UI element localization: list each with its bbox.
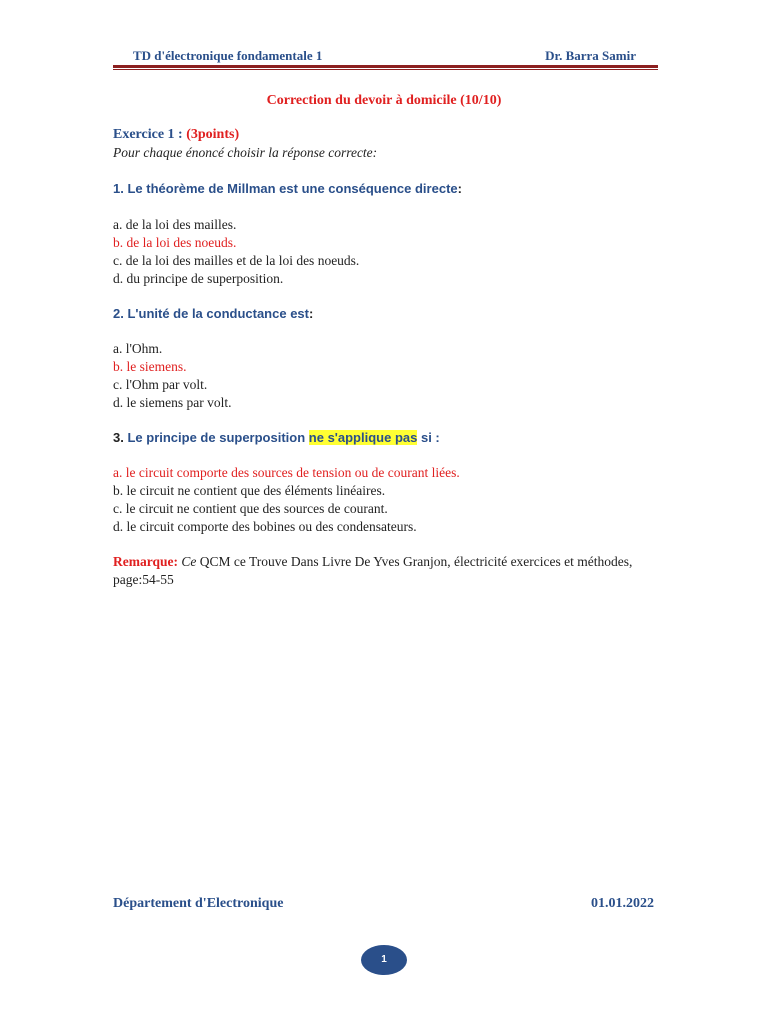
option-3d: d. le circuit comporte des bobines ou des condensateurs.: [113, 519, 417, 534]
question-1-options: [113, 216, 658, 288]
question-2-number: 2.: [113, 306, 128, 321]
question-2: [113, 305, 658, 323]
remark-text: QCM ce Trouve Dans Livre De Yves Granjon, électricité exercices et méthodes, page:54-55: [113, 554, 633, 587]
question-3-options: [113, 464, 658, 536]
exercise-label: Exercice 1 :: [113, 127, 187, 142]
question-2-options: [113, 340, 658, 412]
question-3-text: Le principe de superposition: [127, 430, 309, 445]
page-number-badge: 1: [361, 945, 407, 975]
question-1-colon: :: [457, 181, 462, 196]
remark-ce: Ce: [181, 554, 197, 569]
option-1b-correct: b. de la loi des noeuds.: [113, 235, 237, 250]
question-1-number: 1.: [113, 181, 128, 196]
footer-date: 01.01.2022: [591, 896, 654, 911]
document-body: [113, 126, 658, 589]
exercise-instruction: Pour chaque énoncé choisir la réponse correcte:: [113, 145, 378, 160]
question-3-number: 3.: [113, 430, 128, 445]
header-course-title: TD d'électronique fondamentale 1: [133, 48, 323, 63]
option-2b-correct: b. le siemens.: [113, 359, 187, 374]
question-1: [113, 180, 658, 198]
question-2-colon: :: [309, 306, 314, 321]
question-1-text: Le théorème de Millman est une conséquence directe: [127, 181, 458, 196]
question-2-text: L'unité de la conductance est: [127, 306, 309, 321]
question-3-highlight: ne s'applique pas: [308, 430, 418, 445]
header-rule-thin: [113, 69, 658, 70]
option-3a-correct: a. le circuit comporte des sources de tension ou de courant liées.: [113, 465, 460, 480]
question-3-colon: si :: [417, 430, 440, 445]
option-1d: d. du principe de superposition.: [113, 271, 284, 286]
option-3c: c. le circuit ne contient que des sources de courant.: [113, 501, 388, 516]
remark-label: Remarque:: [113, 554, 178, 569]
option-1c: c. de la loi des mailles et de la loi des noeuds.: [113, 253, 360, 268]
exercise-points: (3points): [186, 127, 240, 142]
question-3: [113, 429, 658, 447]
option-2a: a. l'Ohm.: [113, 341, 163, 356]
option-2d: d. le siemens par volt.: [113, 395, 232, 410]
footer-department: Département d'Electronique: [113, 896, 284, 911]
header-rule: [113, 65, 658, 68]
remark: [113, 553, 658, 589]
option-2c: c. l'Ohm par volt.: [113, 377, 208, 392]
option-3b: b. le circuit ne contient que des éléments linéaires.: [113, 483, 386, 498]
header-author: Dr. Barra Samir: [545, 48, 636, 63]
option-1a: a. de la loi des mailles.: [113, 217, 237, 232]
page-title: Correction du devoir à domicile (10/10): [266, 93, 502, 108]
exercise-title: [113, 126, 658, 144]
